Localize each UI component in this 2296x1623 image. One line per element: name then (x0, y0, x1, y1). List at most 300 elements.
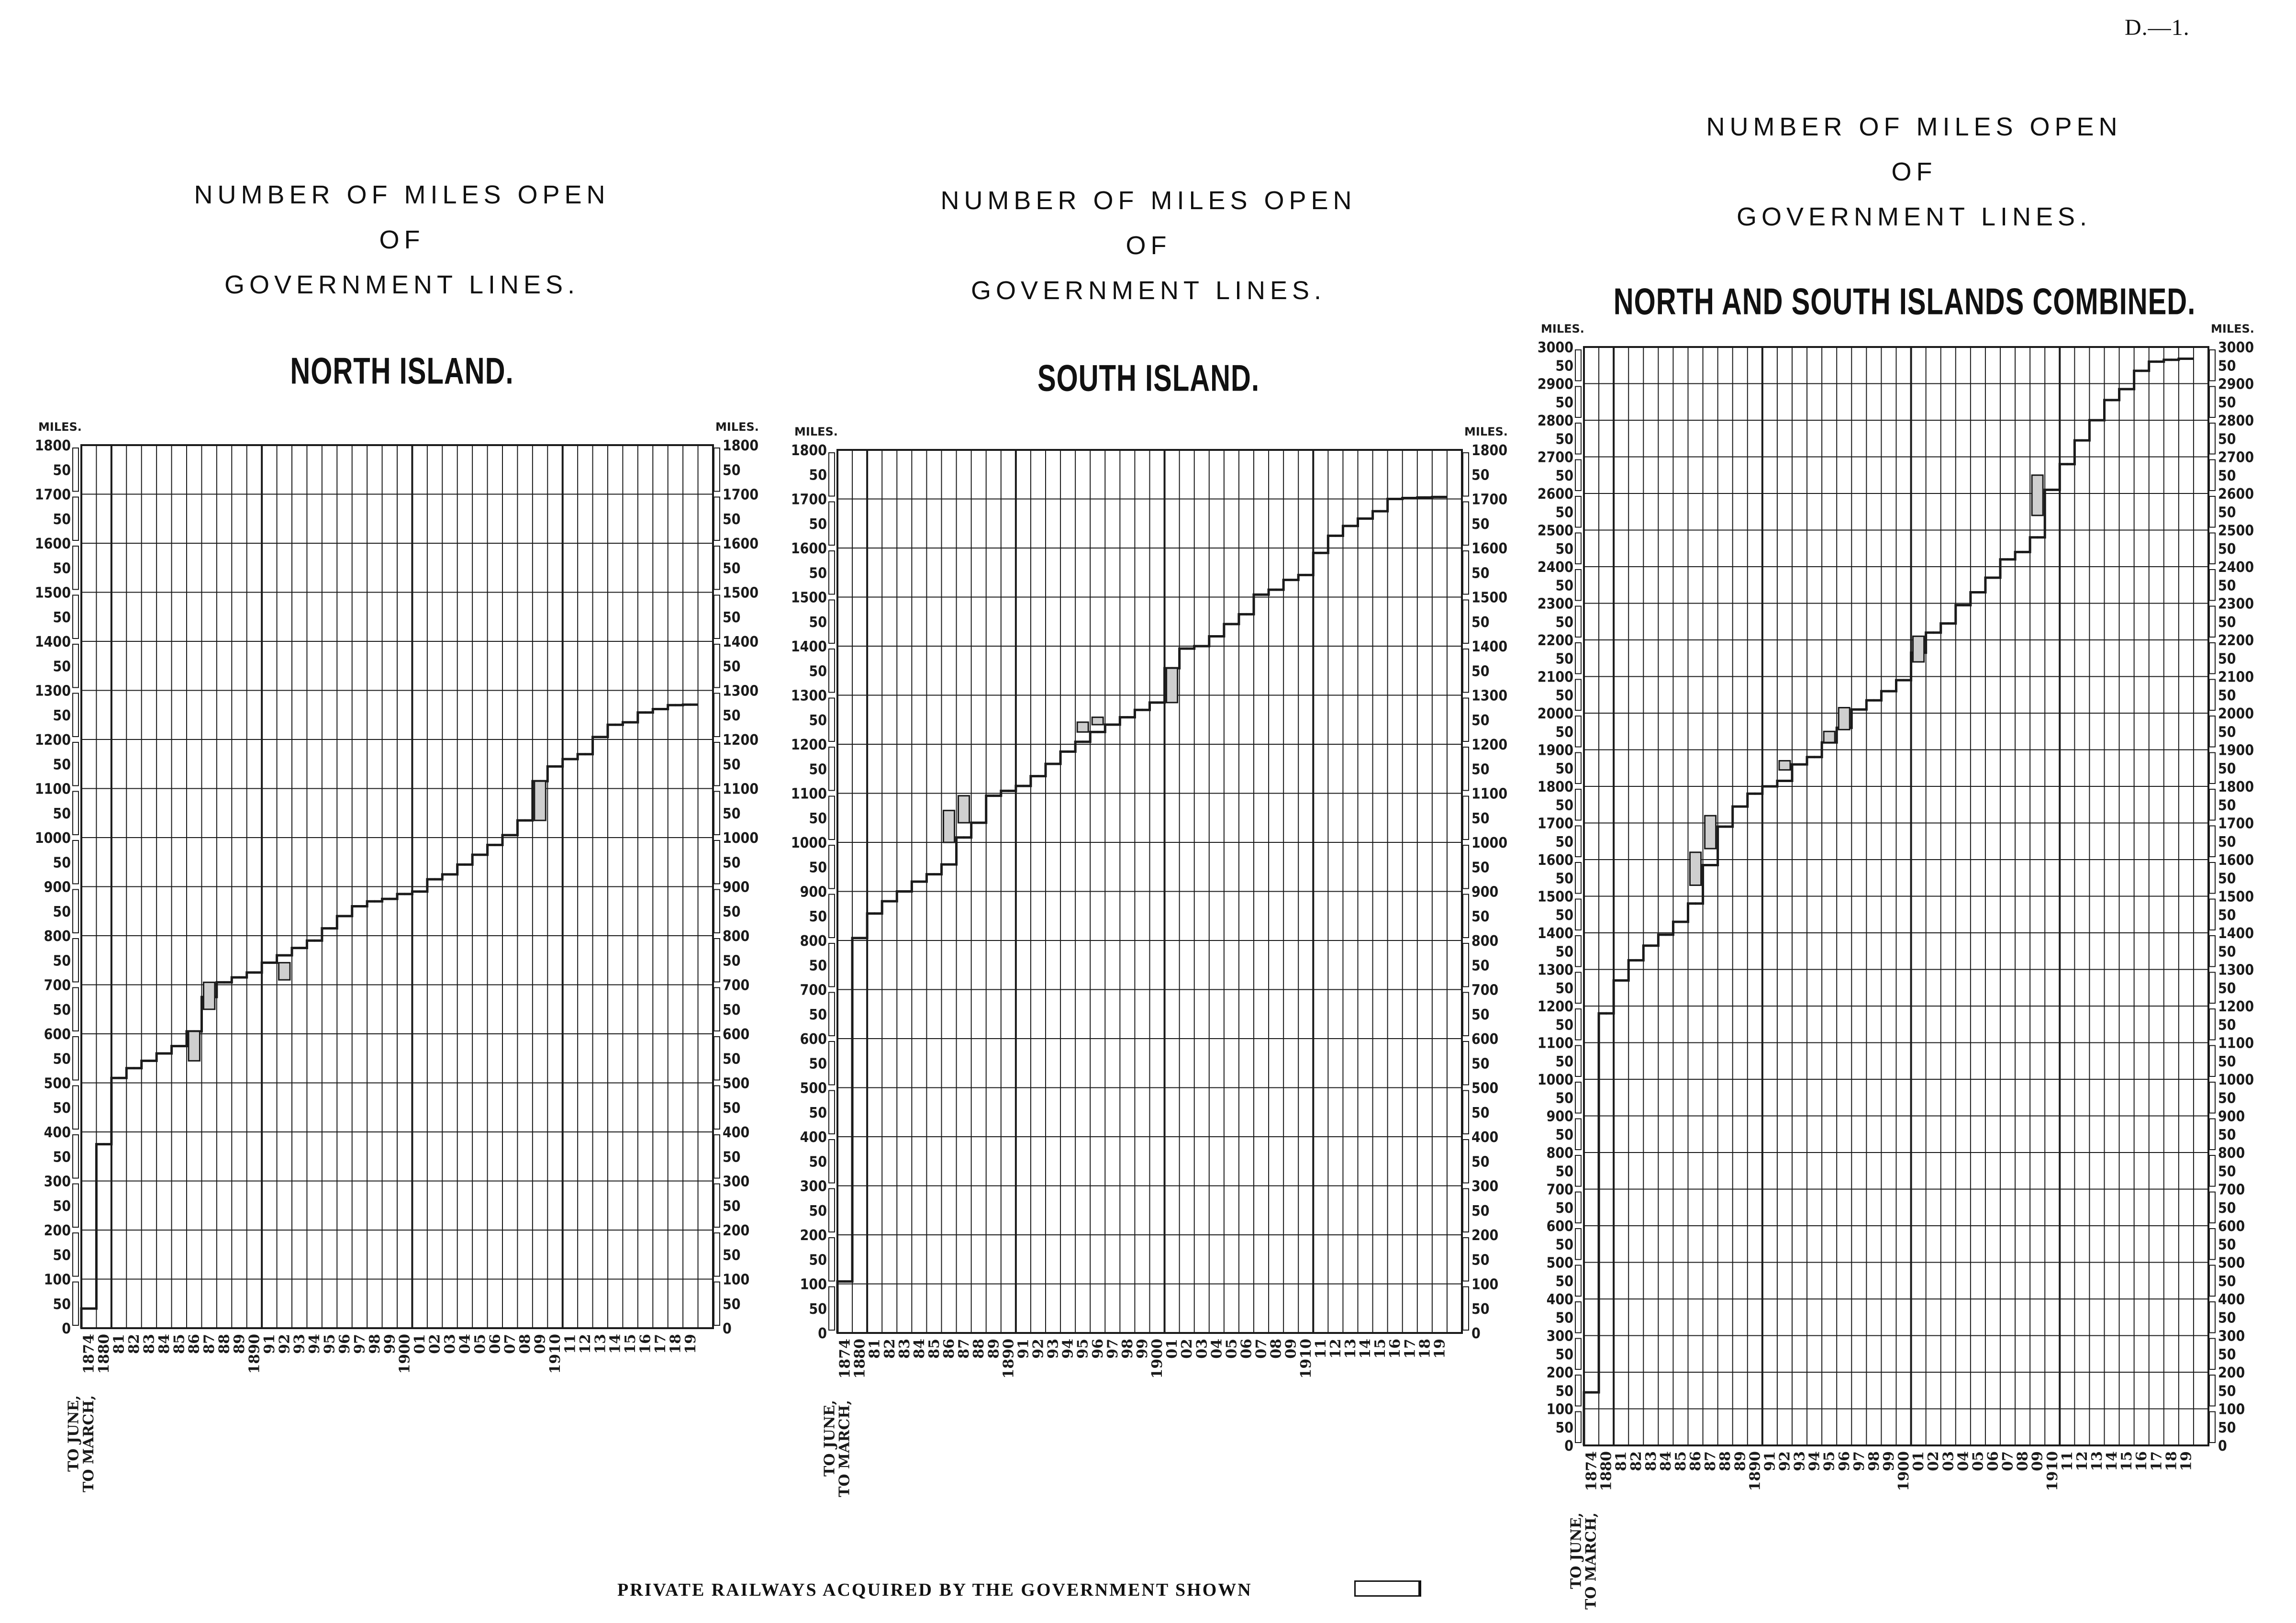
y-tick-label-left: 1000 (34, 830, 71, 847)
side-scale-segment-right (2209, 1119, 2215, 1150)
y-tick-label-right: 50 (723, 952, 741, 970)
side-scale-segment-right (2209, 936, 2215, 967)
x-tick-label: 81 (111, 1334, 128, 1354)
acquired-railway-box (1824, 731, 1835, 742)
x-tick-label: 12 (2073, 1451, 2091, 1471)
x-tick-label: 99 (1880, 1451, 1897, 1471)
x-tick-label: 16 (637, 1334, 654, 1354)
y-tick-label-right: 50 (1471, 515, 1490, 533)
y-tick-label-right: 2500 (2218, 522, 2254, 539)
x-tick-label: 04 (457, 1334, 474, 1354)
y-tick-label-left: 300 (1546, 1328, 1573, 1345)
side-scale-segment-left (1575, 1375, 1581, 1406)
x-tick-label: 86 (1687, 1451, 1705, 1471)
x-side-label: TO JUNE, (821, 1400, 838, 1477)
data-point (1813, 756, 1816, 758)
side-scale-segment-right (2209, 1192, 2215, 1223)
side-scale-segment-left (1575, 1009, 1581, 1040)
y-tick-label-right: 1700 (1471, 491, 1508, 508)
y-tick-label-right: 800 (1471, 933, 1499, 950)
y-tick-label-right: 1700 (723, 486, 759, 504)
y-tick-label-left: 2100 (1537, 669, 1573, 686)
data-point (1709, 864, 1712, 866)
y-tick-label-right: 2300 (2218, 595, 2254, 613)
x-tick-label: 11 (2059, 1451, 2076, 1471)
side-scale-segment-left (1575, 606, 1581, 638)
y-tick-label-right: 2600 (2218, 486, 2254, 503)
x-tick-label: 88 (216, 1334, 233, 1354)
x-tick-label: 83 (141, 1334, 158, 1354)
y-tick-label-right: 50 (723, 609, 741, 626)
side-scale-segment-right (2209, 643, 2215, 674)
y-tick-label-right: 300 (2218, 1328, 2245, 1345)
y-tick-label-right: 2800 (2218, 413, 2254, 429)
y-tick-label-left: 1500 (791, 589, 827, 606)
side-scale-segment-left (1575, 387, 1581, 418)
side-scale-segment-right (2209, 862, 2215, 894)
y-tick-label-right: 50 (2218, 1273, 2236, 1290)
x-tick-label: 1900 (396, 1334, 413, 1374)
y-tick-label-right: 50 (2218, 943, 2236, 961)
x-tick-label: 12 (1327, 1339, 1344, 1359)
y-tick-label-left: 50 (809, 515, 827, 533)
x-tick-label: 93 (1791, 1451, 1808, 1471)
y-tick-label-right: 1300 (723, 683, 759, 700)
data-point (2051, 489, 2053, 491)
y-tick-label-left: 50 (1555, 467, 1573, 484)
x-tick-label: 19 (2178, 1451, 2195, 1471)
x-tick-label: 17 (2148, 1451, 2165, 1471)
y-tick-label-right: 50 (2218, 1236, 2236, 1254)
x-tick-label: 87 (1702, 1451, 1719, 1471)
y-tick-label-left: 2400 (1537, 559, 1573, 576)
data-point (1887, 690, 1890, 693)
y-tick-label-right: 700 (1471, 982, 1499, 999)
y-tick-label-left: 50 (1555, 650, 1573, 668)
y-tick-label-left: 50 (809, 1252, 827, 1269)
y-tick-label-right: 0 (1471, 1325, 1481, 1342)
y-tick-label-left: 50 (53, 1247, 71, 1264)
data-point (1605, 1012, 1607, 1015)
y-tick-label-left: 50 (809, 1104, 827, 1121)
data-point (1724, 826, 1727, 828)
y-tick-label-left: 1800 (791, 442, 827, 459)
y-axis-label-right: MILES. (715, 420, 759, 434)
side-scale-segment-left (1575, 1302, 1581, 1333)
x-tick-label: 98 (366, 1334, 383, 1354)
x-tick-label: 14 (607, 1334, 624, 1354)
y-tick-label-left: 1600 (1537, 852, 1573, 869)
data-point (1694, 902, 1697, 905)
data-point (1739, 806, 1741, 808)
y-tick-label-left: 1000 (791, 835, 827, 851)
y-tick-label-left: 400 (44, 1124, 71, 1141)
y-tick-label-left: 1700 (1537, 815, 1573, 832)
data-point (2066, 463, 2068, 465)
side-scale-segment-right (2209, 826, 2215, 857)
y-tick-label-left: 50 (1555, 943, 1573, 961)
y-tick-label-right: 50 (2218, 1017, 2236, 1034)
y-tick-label-left: 50 (809, 761, 827, 778)
side-scale-segment-left (1575, 350, 1581, 381)
x-tick-label: 1880 (851, 1339, 869, 1379)
x-tick-label: 95 (321, 1334, 338, 1354)
y-tick-label-left: 50 (1555, 1053, 1573, 1070)
y-tick-label-right: 50 (2218, 907, 2236, 924)
y-tick-label-left: 50 (809, 467, 827, 484)
y-tick-label-right: 50 (2218, 1383, 2236, 1400)
y-tick-label-right: 2400 (2218, 559, 2254, 576)
x-tick-label: 88 (970, 1339, 988, 1359)
side-scale-segment-left (1575, 973, 1581, 1004)
y-tick-label-right: 50 (1471, 1055, 1490, 1073)
data-point (2021, 551, 2024, 553)
x-tick-label: 95 (1821, 1451, 1838, 1471)
y-tick-label-left: 400 (800, 1129, 827, 1146)
y-tick-label-right: 50 (2218, 760, 2236, 777)
y-tick-label-left: 2600 (1537, 486, 1573, 503)
x-tick-label: 05 (1223, 1339, 1240, 1359)
x-tick-label: 01 (1910, 1451, 1928, 1471)
x-tick-label: 16 (1387, 1339, 1404, 1359)
y-tick-label-right: 1300 (1471, 687, 1508, 705)
acquired-railway-box (1839, 708, 1850, 730)
y-axis-label-right: MILES. (2211, 322, 2254, 336)
y-tick-label-right: 1900 (2218, 742, 2254, 759)
y-tick-label-right: 50 (1471, 908, 1490, 925)
y-tick-label-right: 50 (723, 462, 741, 479)
y-tick-label-left: 50 (53, 1051, 71, 1068)
y-tick-label-right: 1100 (723, 781, 759, 798)
side-scale-segment-left (1575, 716, 1581, 747)
x-tick-label: 02 (1179, 1339, 1196, 1359)
y-tick-label-left: 50 (1555, 1383, 1573, 1400)
x-tick-label: 1910 (547, 1334, 564, 1374)
x-side-label: TO JUNE, (1568, 1512, 1585, 1589)
data-point (2095, 419, 2098, 422)
side-scale-segment-right (2209, 1302, 2215, 1333)
y-tick-label-right: 50 (2218, 687, 2236, 704)
y-tick-label-left: 200 (44, 1222, 71, 1239)
side-scale-segment-left (1575, 899, 1581, 930)
y-tick-label-right: 50 (1471, 957, 1490, 974)
data-point (2126, 388, 2128, 390)
side-scale-segment-left (1575, 570, 1581, 601)
side-scale-segment-left (1575, 423, 1581, 454)
x-tick-label: 06 (1984, 1451, 2002, 1471)
heading-line-1: NUMBER OF MILES OPEN (194, 180, 610, 209)
y-tick-label-right: 50 (2218, 1090, 2236, 1107)
x-tick-label: 93 (291, 1334, 308, 1354)
y-tick-label-left: 500 (800, 1080, 827, 1097)
x-tick-label: 17 (652, 1334, 669, 1354)
y-tick-label-right: 50 (2218, 540, 2236, 558)
y-tick-label-right: 1800 (1471, 442, 1508, 459)
y-tick-label-right: 400 (723, 1124, 750, 1141)
data-point (1962, 604, 1964, 606)
y-tick-label-left: 50 (809, 859, 827, 876)
y-tick-label-right: 900 (2218, 1108, 2245, 1125)
y-tick-label-left: 0 (62, 1321, 71, 1337)
y-tick-label-left: 1400 (34, 634, 71, 650)
x-tick-label: 91 (1761, 1451, 1779, 1471)
x-tick-label: 06 (487, 1334, 504, 1354)
x-tick-label: 1880 (96, 1334, 113, 1374)
y-tick-label-right: 50 (723, 854, 741, 872)
side-scale-segment-right (2209, 1082, 2215, 1113)
x-tick-label: 08 (517, 1334, 534, 1354)
x-tick-label: 98 (1119, 1339, 1136, 1359)
y-tick-label-left: 200 (800, 1227, 827, 1244)
y-tick-label-left: 50 (53, 805, 71, 822)
acquired-railway-box (1690, 852, 1701, 885)
acquired-railway-box (2032, 475, 2043, 515)
y-tick-label-left: 50 (1555, 394, 1573, 411)
y-tick-label-left: 50 (1555, 577, 1573, 594)
legend-swatch (1354, 1580, 1421, 1597)
y-tick-label-left: 50 (53, 658, 71, 675)
side-scale-segment-right (2209, 1009, 2215, 1040)
x-tick-label: 82 (126, 1334, 143, 1354)
chart-title: NORTH ISLAND. (290, 350, 514, 392)
y-tick-label-left: 2200 (1537, 632, 1573, 649)
x-tick-label: 86 (186, 1334, 203, 1354)
y-tick-label-left: 50 (1555, 1199, 1573, 1217)
x-tick-label: 03 (442, 1334, 458, 1354)
y-tick-label-left: 100 (800, 1276, 827, 1293)
y-tick-label-left: 2700 (1537, 449, 1573, 466)
y-tick-label-left: 50 (809, 663, 827, 680)
y-tick-label-left: 1100 (34, 781, 71, 798)
x-tick-label: 86 (941, 1339, 958, 1359)
side-scale-segment-left (1575, 1339, 1581, 1370)
side-scale-segment-left (1575, 826, 1581, 857)
y-tick-label-right: 3000 (2218, 339, 2254, 356)
x-tick-label: 94 (1806, 1451, 1823, 1471)
x-tick-label: 97 (1104, 1339, 1121, 1359)
y-tick-label-left: 1700 (791, 491, 827, 508)
x-tick-label: 81 (1613, 1451, 1630, 1471)
x-side-label: TO MARCH, (836, 1400, 853, 1497)
y-tick-label-left: 400 (1546, 1291, 1573, 1308)
y-tick-label-left: 50 (1555, 870, 1573, 887)
data-point (1903, 679, 1905, 682)
y-tick-label-right: 1800 (2218, 779, 2254, 795)
x-tick-label: 18 (667, 1334, 684, 1354)
side-scale-segment-left (1575, 533, 1581, 564)
x-tick-label: 12 (577, 1334, 594, 1354)
x-tick-label: 96 (336, 1334, 353, 1354)
y-tick-label-right: 50 (723, 1051, 741, 1068)
y-tick-label-left: 1400 (791, 638, 827, 655)
side-scale-segment-right (2209, 1046, 2215, 1077)
y-tick-label-right: 700 (2218, 1181, 2245, 1198)
y-tick-label-right: 50 (2218, 504, 2236, 521)
x-tick-label: 11 (562, 1334, 579, 1354)
y-tick-label-right: 50 (2218, 1126, 2236, 1143)
x-tick-label: 1890 (1000, 1339, 1017, 1379)
x-tick-label: 89 (231, 1334, 248, 1354)
y-tick-label-left: 50 (809, 810, 827, 827)
y-tick-label-left: 50 (1555, 1310, 1573, 1327)
side-scale-segment-right (2209, 1412, 2215, 1443)
side-scale-segment-right (2209, 1229, 2215, 1260)
x-tick-label: 97 (351, 1334, 368, 1354)
side-scale-segment-right (2209, 387, 2215, 418)
y-tick-label-right: 50 (723, 756, 741, 773)
y-tick-label-left: 0 (818, 1325, 827, 1342)
side-scale-segment-left (1575, 1119, 1581, 1150)
y-tick-label-left: 50 (1555, 614, 1573, 631)
y-tick-label-left: 50 (809, 1055, 827, 1073)
x-tick-label: 08 (1268, 1339, 1285, 1359)
x-tick-label: 87 (201, 1334, 218, 1354)
y-tick-label-left: 1300 (1537, 962, 1573, 979)
y-tick-label-left: 50 (809, 957, 827, 974)
y-tick-label-left: 50 (1555, 540, 1573, 558)
y-tick-label-right: 1400 (2218, 925, 2254, 942)
x-tick-label: 97 (1850, 1451, 1868, 1471)
side-scale-segment-right (2209, 606, 2215, 638)
y-tick-label-right: 1800 (723, 437, 759, 454)
x-tick-label: 19 (1431, 1339, 1449, 1359)
x-tick-label: 02 (426, 1334, 444, 1354)
x-tick-label: 16 (2133, 1451, 2151, 1471)
data-point (1977, 591, 1979, 593)
data-point (1769, 785, 1771, 788)
y-tick-label-right: 900 (723, 879, 750, 896)
y-tick-label-left: 50 (1555, 797, 1573, 814)
side-scale-segment-right (2209, 496, 2215, 527)
y-tick-label-left: 50 (1555, 504, 1573, 521)
data-point (1992, 576, 1994, 579)
x-tick-label: 1880 (1598, 1451, 1615, 1491)
y-axis-label-left: MILES. (38, 420, 82, 434)
y-tick-label-left: 50 (1555, 980, 1573, 997)
x-tick-label: 1890 (1747, 1451, 1764, 1491)
y-tick-label-left: 50 (53, 462, 71, 479)
y-tick-label-left: 1500 (1537, 888, 1573, 906)
y-tick-label-right: 1400 (723, 634, 759, 650)
x-tick-label: 07 (1253, 1339, 1270, 1359)
x-side-label: TO JUNE, (65, 1395, 82, 1472)
y-tick-label-left: 100 (1546, 1401, 1573, 1418)
y-tick-label-right: 50 (1471, 1252, 1490, 1269)
y-tick-label-right: 1100 (2218, 1035, 2254, 1052)
y-tick-label-right: 700 (723, 977, 750, 994)
y-tick-label-left: 300 (800, 1178, 827, 1195)
page-reference: D.—1. (2125, 15, 2190, 40)
side-scale-segment-left (1575, 643, 1581, 674)
y-axis-label-left: MILES. (1541, 322, 1584, 336)
x-tick-label: 18 (2163, 1451, 2180, 1471)
y-tick-label-left: 1600 (34, 536, 71, 552)
data-point (1932, 631, 1935, 634)
x-tick-label: 1900 (1895, 1451, 1913, 1491)
y-tick-label-left: 50 (809, 712, 827, 729)
y-tick-label-right: 1400 (1471, 638, 1508, 655)
x-tick-label: 08 (2014, 1451, 2031, 1471)
y-tick-label-right: 50 (2218, 797, 2236, 814)
y-tick-label-left: 50 (809, 1153, 827, 1171)
data-point (2185, 358, 2187, 360)
x-tick-label: 05 (1970, 1451, 1987, 1471)
y-tick-label-right: 1500 (2218, 888, 2254, 906)
x-tick-label: 83 (1642, 1451, 1660, 1471)
y-tick-label-right: 0 (723, 1321, 732, 1337)
y-tick-label-left: 900 (800, 884, 827, 901)
y-tick-label-left: 1300 (34, 683, 71, 700)
y-tick-label-right: 800 (723, 928, 750, 945)
side-scale-segment-left (1575, 496, 1581, 527)
y-tick-label-right: 900 (1471, 884, 1499, 901)
side-scale-segment-right (2209, 1155, 2215, 1186)
footnote: PRIVATE RAILWAYS ACQUIRED BY THE GOVERNMENT SHOWN (617, 1580, 1252, 1600)
y-tick-label-right: 50 (2218, 1310, 2236, 1327)
y-tick-label-right: 200 (723, 1222, 750, 1239)
y-tick-label-right: 50 (723, 560, 741, 577)
y-tick-label-left: 50 (1555, 1126, 1573, 1143)
y-tick-label-left: 2300 (1537, 595, 1573, 613)
y-tick-label-right: 50 (1471, 565, 1490, 582)
y-tick-label-right: 50 (1471, 810, 1490, 827)
y-tick-label-left: 700 (800, 982, 827, 999)
y-tick-label-right: 50 (2218, 358, 2236, 375)
data-point (2140, 369, 2143, 372)
y-tick-label-left: 50 (53, 609, 71, 626)
x-tick-label: 91 (1015, 1339, 1032, 1359)
y-tick-label-left: 800 (800, 933, 827, 950)
heading-line-3: GOVERNMENT LINES. (1736, 202, 2092, 231)
data-point (2036, 536, 2039, 538)
y-tick-label-left: 50 (53, 1296, 71, 1313)
y-tick-label-left: 300 (44, 1173, 71, 1190)
x-tick-label: 81 (866, 1339, 883, 1359)
x-tick-label: 13 (1342, 1339, 1359, 1359)
y-tick-label-right: 50 (2218, 1163, 2236, 1180)
x-tick-label: 15 (622, 1334, 639, 1354)
y-tick-label-right: 50 (1471, 761, 1490, 778)
y-tick-label-right: 50 (723, 1001, 741, 1019)
x-tick-label: 02 (1925, 1451, 1942, 1471)
heading-line-2: OF (1126, 231, 1171, 260)
x-tick-label: 95 (1074, 1339, 1092, 1359)
y-tick-label-right: 1000 (1471, 835, 1508, 851)
y-tick-label-right: 50 (2218, 614, 2236, 631)
x-tick-label: 04 (1208, 1339, 1226, 1359)
data-point (2081, 439, 2083, 442)
x-tick-label: 15 (2118, 1451, 2136, 1471)
heading-line-1: NUMBER OF MILES OPEN (1706, 112, 2122, 141)
side-scale-segment-right (2209, 423, 2215, 454)
y-tick-label-right: 50 (2218, 724, 2236, 741)
x-tick-label: 1874 (80, 1334, 98, 1374)
x-tick-label: 09 (532, 1334, 549, 1354)
y-tick-label-right: 1600 (723, 536, 759, 552)
y-tick-label-right: 50 (723, 1099, 741, 1117)
y-tick-label-left: 50 (809, 908, 827, 925)
x-tick-label: 04 (1955, 1451, 1972, 1471)
chart-title: NORTH AND SOUTH ISLANDS COMBINED. (1613, 280, 2196, 323)
y-tick-label-left: 50 (1555, 1273, 1573, 1290)
side-scale-segment-right (2209, 1265, 2215, 1297)
x-tick-label: 96 (1089, 1339, 1106, 1359)
x-tick-label: 11 (1312, 1339, 1329, 1359)
side-scale-segment-left (1575, 460, 1581, 491)
y-tick-label-right: 50 (1471, 1153, 1490, 1171)
data-point (1783, 780, 1786, 782)
y-tick-label-left: 1600 (791, 540, 827, 557)
